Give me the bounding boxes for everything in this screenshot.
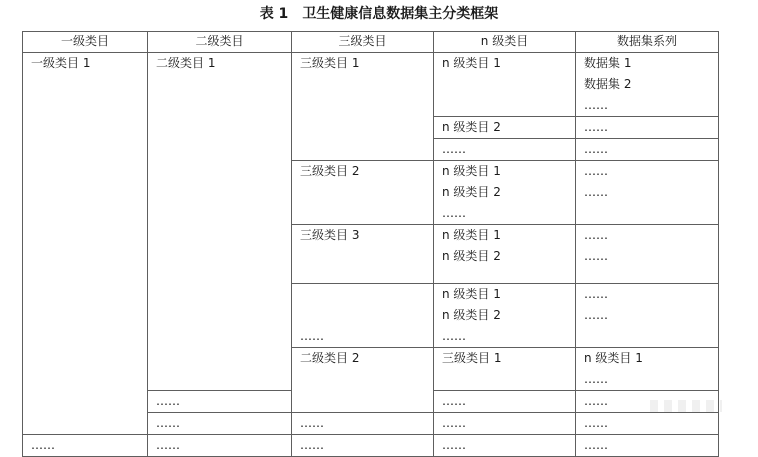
col-header-level1: 一级类目 (23, 32, 148, 53)
dataset-ellipsis: …… (584, 249, 608, 263)
level1-cell (23, 53, 148, 435)
dataset-cell (576, 161, 719, 225)
dataset-ellipsis: …… (584, 308, 608, 322)
level3-ellipsis: …… (300, 329, 324, 343)
level2-cell (148, 413, 292, 435)
table-row (23, 435, 719, 457)
level-n-ellipsis: …… (442, 394, 466, 408)
level-n-label: n 级类目 2 (442, 308, 501, 322)
dataset-cell (576, 53, 719, 117)
level1-ellipsis: …… (31, 438, 55, 452)
dataset-label: 数据集 1 (584, 56, 632, 70)
classification-table (22, 31, 719, 457)
level-n-label: n 级类目 1 (442, 164, 501, 178)
level3-cell (292, 413, 434, 435)
level2-label: 二级类目 1 (156, 56, 216, 70)
level3-label: 三级类目 1 (300, 56, 360, 70)
col-header-dataset-series: 数据集系列 (576, 32, 719, 53)
dataset-ellipsis: …… (584, 98, 608, 112)
level-n-cell (434, 284, 576, 348)
dataset-ellipsis: …… (584, 185, 608, 199)
dataset-cell (576, 117, 719, 139)
level-n-label: n 级类目 2 (442, 120, 501, 134)
level-n-cell (434, 225, 576, 284)
level-n-cell (434, 435, 576, 457)
dataset-ellipsis: …… (584, 142, 608, 156)
level3-label: 三级类目 2 (300, 164, 360, 178)
level-n-cell (576, 348, 719, 391)
table-caption (0, 4, 758, 24)
level-n-label: n 级类目 1 (584, 351, 643, 365)
level-n-cell (434, 117, 576, 139)
level3-cell (148, 391, 292, 413)
level-n-label: n 级类目 2 (442, 249, 501, 263)
level3-label: 三级类目 3 (300, 228, 360, 242)
dataset-cell (576, 435, 719, 457)
level-n-ellipsis: …… (584, 372, 608, 386)
level-n-label: n 级类目 2 (442, 185, 501, 199)
level-n-label: n 级类目 1 (442, 56, 501, 70)
level3-cell (292, 435, 434, 457)
dataset-ellipsis: …… (584, 416, 608, 430)
table-number: 表 1 (259, 6, 289, 22)
level1-label: 一级类目 1 (31, 56, 91, 70)
dataset-cell (576, 225, 719, 284)
dataset-cell (576, 139, 719, 161)
level2-ellipsis: …… (156, 438, 180, 452)
level3-cell (292, 284, 434, 348)
level3-cell (292, 53, 434, 161)
level2-cell (148, 435, 292, 457)
level-n-ellipsis: …… (442, 416, 466, 430)
table-title: 卫生健康信息数据集主分类框架 (302, 6, 499, 22)
level-n-cell (434, 53, 576, 117)
level3-ellipsis: …… (300, 416, 324, 430)
level3-cell (434, 348, 576, 391)
dataset-label: 数据集 2 (584, 77, 632, 91)
level2-label: 二级类目 2 (300, 351, 360, 365)
dataset-ellipsis: …… (584, 164, 608, 178)
col-header-level3: 三级类目 (292, 32, 434, 53)
level3-cell (292, 225, 434, 284)
dataset-ellipsis: …… (584, 394, 608, 408)
dataset-cell (576, 413, 719, 435)
level-n-ellipsis: …… (442, 329, 466, 343)
table-row (23, 53, 719, 117)
dataset-ellipsis: …… (584, 287, 608, 301)
level-n-ellipsis: …… (442, 438, 466, 452)
level1-cell (23, 435, 148, 457)
level2-cell (148, 53, 292, 391)
level-n-label: n 级类目 1 (442, 228, 501, 242)
level-n-label: n 级类目 1 (442, 287, 501, 301)
dataset-ellipsis: …… (584, 438, 608, 452)
level2-ellipsis: …… (156, 416, 180, 430)
level-n-cell (434, 413, 576, 435)
level-n-cell (434, 161, 576, 225)
level-n-ellipsis: …… (442, 142, 466, 156)
level3-ellipsis: …… (300, 438, 324, 452)
dataset-cell (576, 284, 719, 348)
header-row (23, 32, 719, 53)
col-header-level2: 二级类目 (148, 32, 292, 53)
col-header-level-n: n 级类目 (434, 32, 576, 53)
level2-cell (292, 348, 434, 413)
level-n-ellipsis: …… (442, 206, 466, 220)
faint-watermark (650, 400, 722, 412)
level-n-cell (434, 391, 576, 413)
level-n-cell (434, 139, 576, 161)
dataset-ellipsis: …… (584, 120, 608, 134)
level3-label: 三级类目 1 (442, 351, 502, 365)
level3-ellipsis: …… (156, 394, 180, 408)
dataset-ellipsis: …… (584, 228, 608, 242)
level3-cell (292, 161, 434, 225)
